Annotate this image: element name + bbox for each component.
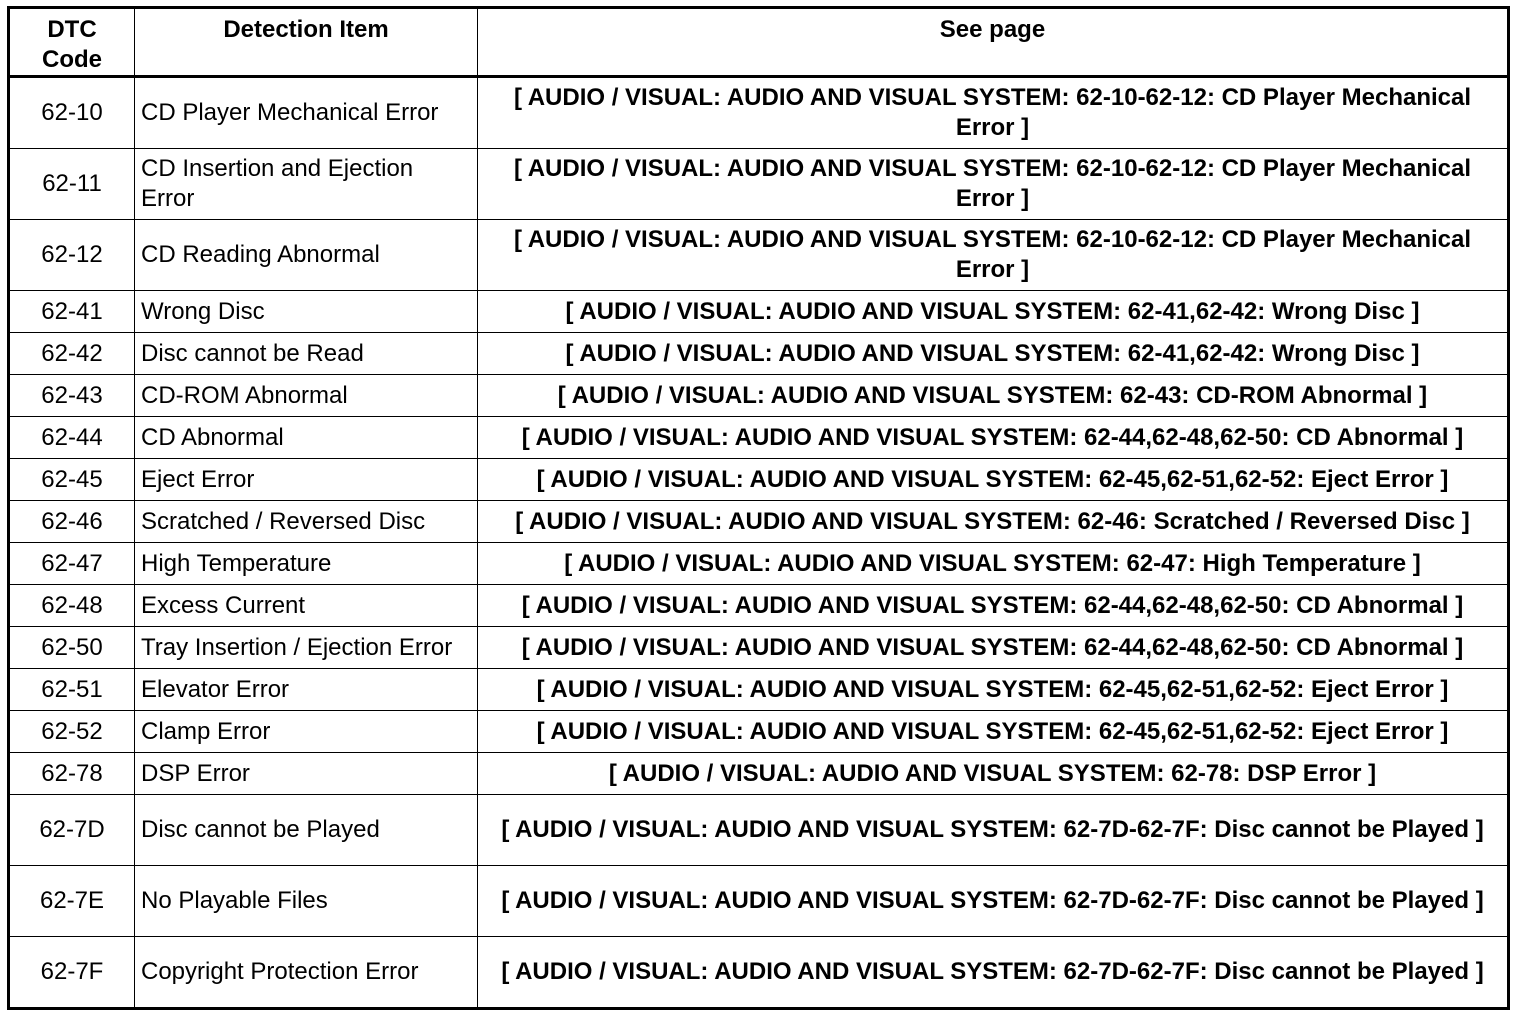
see-page-link[interactable]: [ AUDIO / VISUAL: AUDIO AND VISUAL SYSTEM: 62-10-62-12: CD Player Mechanical Error ] [478, 77, 1509, 149]
detection-item-cell: CD-ROM Abnormal [135, 375, 478, 417]
detection-item-cell: Copyright Protection Error [135, 937, 478, 1009]
detection-item-cell: Eject Error [135, 459, 478, 501]
detection-item-cell: Elevator Error [135, 669, 478, 711]
detection-item-cell: Scratched / Reversed Disc [135, 501, 478, 543]
table-row [9, 149, 1509, 220]
see-page-link[interactable]: [ AUDIO / VISUAL: AUDIO AND VISUAL SYSTEM: 62-78: DSP Error ] [478, 753, 1509, 795]
table-row [9, 375, 1509, 417]
dtc-code-cell: 62-7D [9, 795, 135, 866]
see-page-link[interactable]: [ AUDIO / VISUAL: AUDIO AND VISUAL SYSTEM: 62-44,62-48,62-50: CD Abnormal ] [478, 627, 1509, 669]
table-row [9, 291, 1509, 333]
dtc-code-cell: 62-41 [9, 291, 135, 333]
dtc-code-cell: 62-44 [9, 417, 135, 459]
dtc-code-cell: 62-11 [9, 149, 135, 220]
dtc-code-cell: 62-47 [9, 543, 135, 585]
see-page-link[interactable]: [ AUDIO / VISUAL: AUDIO AND VISUAL SYSTEM: 62-43: CD-ROM Abnormal ] [478, 375, 1509, 417]
see-page-link[interactable]: [ AUDIO / VISUAL: AUDIO AND VISUAL SYSTEM: 62-41,62-42: Wrong Disc ] [478, 291, 1509, 333]
detection-item-cell: CD Abnormal [135, 417, 478, 459]
table-row [9, 669, 1509, 711]
see-page-link[interactable]: [ AUDIO / VISUAL: AUDIO AND VISUAL SYSTEM: 62-7D-62-7F: Disc cannot be Played ] [478, 866, 1509, 937]
detection-item-cell: Excess Current [135, 585, 478, 627]
detection-item-cell: No Playable Files [135, 866, 478, 937]
dtc-code-cell: 62-7E [9, 866, 135, 937]
detection-item-cell: Tray Insertion / Ejection Error [135, 627, 478, 669]
table-row [9, 866, 1509, 937]
dtc-code-cell: 62-78 [9, 753, 135, 795]
detection-item-cell: Disc cannot be Played [135, 795, 478, 866]
detection-item-cell: Wrong Disc [135, 291, 478, 333]
dtc-table [7, 6, 1510, 1010]
table-row [9, 937, 1509, 1009]
dtc-code-cell: 62-42 [9, 333, 135, 375]
dtc-code-cell: 62-48 [9, 585, 135, 627]
see-page-link[interactable]: [ AUDIO / VISUAL: AUDIO AND VISUAL SYSTEM: 62-46: Scratched / Reversed Disc ] [478, 501, 1509, 543]
see-page-link[interactable]: [ AUDIO / VISUAL: AUDIO AND VISUAL SYSTEM: 62-10-62-12: CD Player Mechanical Error ] [478, 220, 1509, 291]
dtc-code-cell: 62-46 [9, 501, 135, 543]
dtc-code-cell: 62-50 [9, 627, 135, 669]
table-row [9, 543, 1509, 585]
header-detection-item: Detection Item [135, 8, 478, 77]
header-see-page: See page [478, 8, 1509, 77]
see-page-link[interactable]: [ AUDIO / VISUAL: AUDIO AND VISUAL SYSTEM: 62-45,62-51,62-52: Eject Error ] [478, 459, 1509, 501]
table-row [9, 417, 1509, 459]
see-page-link[interactable]: [ AUDIO / VISUAL: AUDIO AND VISUAL SYSTEM: 62-10-62-12: CD Player Mechanical Error ] [478, 149, 1509, 220]
table-header-row [9, 8, 1509, 77]
see-page-link[interactable]: [ AUDIO / VISUAL: AUDIO AND VISUAL SYSTEM: 62-44,62-48,62-50: CD Abnormal ] [478, 585, 1509, 627]
dtc-code-cell: 62-12 [9, 220, 135, 291]
table-row [9, 77, 1509, 149]
table-row [9, 501, 1509, 543]
table-row [9, 711, 1509, 753]
table-row [9, 753, 1509, 795]
table-row [9, 459, 1509, 501]
detection-item-cell: DSP Error [135, 753, 478, 795]
dtc-code-cell: 62-51 [9, 669, 135, 711]
detection-item-cell: CD Insertion and Ejection Error [135, 149, 478, 220]
detection-item-cell: CD Reading Abnormal [135, 220, 478, 291]
dtc-code-cell: 62-10 [9, 77, 135, 149]
see-page-link[interactable]: [ AUDIO / VISUAL: AUDIO AND VISUAL SYSTEM: 62-45,62-51,62-52: Eject Error ] [478, 711, 1509, 753]
dtc-code-cell: 62-52 [9, 711, 135, 753]
table-row [9, 795, 1509, 866]
detection-item-cell: High Temperature [135, 543, 478, 585]
table-row [9, 627, 1509, 669]
detection-item-cell: CD Player Mechanical Error [135, 77, 478, 149]
dtc-code-cell: 62-7F [9, 937, 135, 1009]
see-page-link[interactable]: [ AUDIO / VISUAL: AUDIO AND VISUAL SYSTEM: 62-41,62-42: Wrong Disc ] [478, 333, 1509, 375]
see-page-link[interactable]: [ AUDIO / VISUAL: AUDIO AND VISUAL SYSTEM: 62-44,62-48,62-50: CD Abnormal ] [478, 417, 1509, 459]
see-page-link[interactable]: [ AUDIO / VISUAL: AUDIO AND VISUAL SYSTEM: 62-45,62-51,62-52: Eject Error ] [478, 669, 1509, 711]
dtc-code-cell: 62-43 [9, 375, 135, 417]
dtc-code-cell: 62-45 [9, 459, 135, 501]
see-page-link[interactable]: [ AUDIO / VISUAL: AUDIO AND VISUAL SYSTEM: 62-7D-62-7F: Disc cannot be Played ] [478, 795, 1509, 866]
detection-item-cell: Clamp Error [135, 711, 478, 753]
see-page-link[interactable]: [ AUDIO / VISUAL: AUDIO AND VISUAL SYSTEM: 62-47: High Temperature ] [478, 543, 1509, 585]
table-row [9, 220, 1509, 291]
detection-item-cell: Disc cannot be Read [135, 333, 478, 375]
table-row [9, 333, 1509, 375]
header-dtc-code: DTC Code [9, 8, 135, 77]
see-page-link[interactable]: [ AUDIO / VISUAL: AUDIO AND VISUAL SYSTEM: 62-7D-62-7F: Disc cannot be Played ] [478, 937, 1509, 1009]
table-row [9, 585, 1509, 627]
